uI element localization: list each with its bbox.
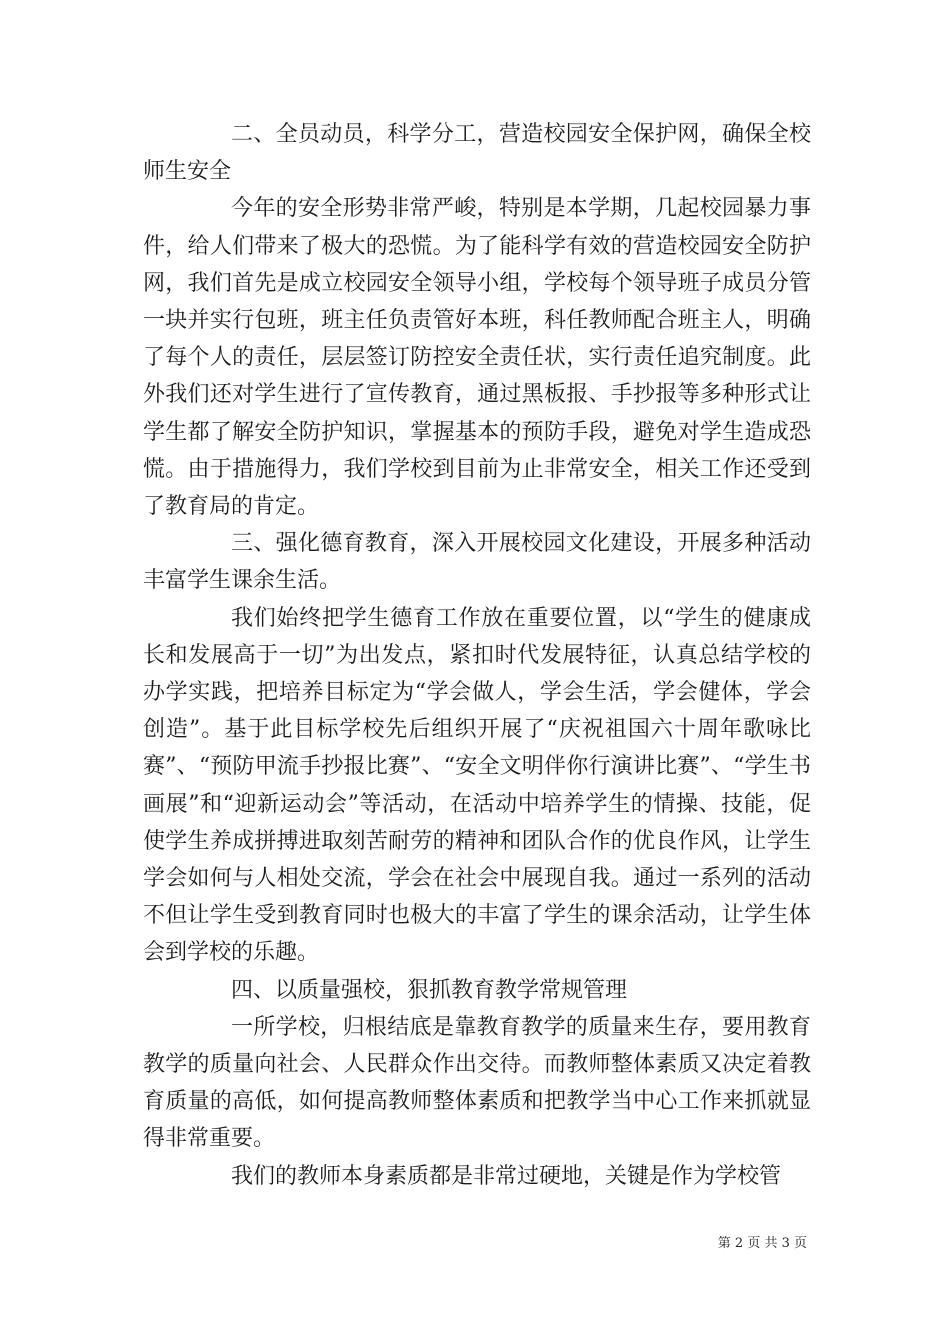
page-number-footer: 第 2 页 共 3 页 xyxy=(717,1236,807,1251)
body-paragraph: 今年的安全形势非常严峻，特别是本学期，几起校园暴力事件，给人们带来了极大的恐慌。为了能科学有效的营造校园安全防护网，我们首先是成立校园安全领导小组，学校每个领导班子成员分管一块并实行包班，班主任负责管好本班，科任教师配合班主人，明确了每个人的责任，层层签订防控安全责任状，实行责任追究制度。此外我们还对学生进行了宣传教育，通过黑板报、手抄报等多种形式让学生都了解安全防护知识，掌握基本的预防手段，避免对学生造成恐慌。由于措施得力，我们学校到目前为止非常安全，相关工作还受到了教育局的肯定。 xyxy=(143,196,811,520)
body-paragraph: 我们的教师本身素质都是非常过硬地，关键是作为学校管 xyxy=(231,1163,782,1189)
body-paragraph: 一所学校，归根结底是靠教育教学的质量来生存，要用教育教学的质量向社会、人民群众作出交待。而教师整体素质又决定着教育质量的高低，如何提高教师整体素质和把教学当中心工作来抓就显得非常重要。 xyxy=(143,1014,811,1152)
section-heading: 三、强化德育教育，深入开展校园文化建设，开展多种活动丰富学生课余生活。 xyxy=(143,531,811,594)
section-heading: 四、以质量强校，狠抓教育教学常规管理 xyxy=(231,977,628,1003)
body-paragraph: 我们始终把学生德育工作放在重要位置，以“学生的健康成长和发展高于一切”为出发点，紧扣时代发展特征，认真总结学校的办学实践，把培养目标定为“学会做人，学会生活，学会健体，学会创造”。基于此目标学校先后组织开展了“庆祝祖国六十周年歌咏比赛”、“预防甲流手抄报比赛”、“安全文明伴你行演讲比赛”、“学生书画展”和“迎新运动会”等活动，在活动中培养学生的情操、技能，促使学生养成拼搏进取刻苦耐劳的精神和团队合作的优良作风，让学生学会如何与人相处交流，学会在社会中展现自我。通过一系列的活动不但让学生受到教育同时也极大的丰富了学生的课余活动，让学生体会到学校的乐趣。 xyxy=(143,605,811,966)
section-heading: 二、全员动员，科学分工，营造校园安全保护网，确保全校师生安全 xyxy=(143,122,811,185)
document-body xyxy=(143,116,811,1195)
